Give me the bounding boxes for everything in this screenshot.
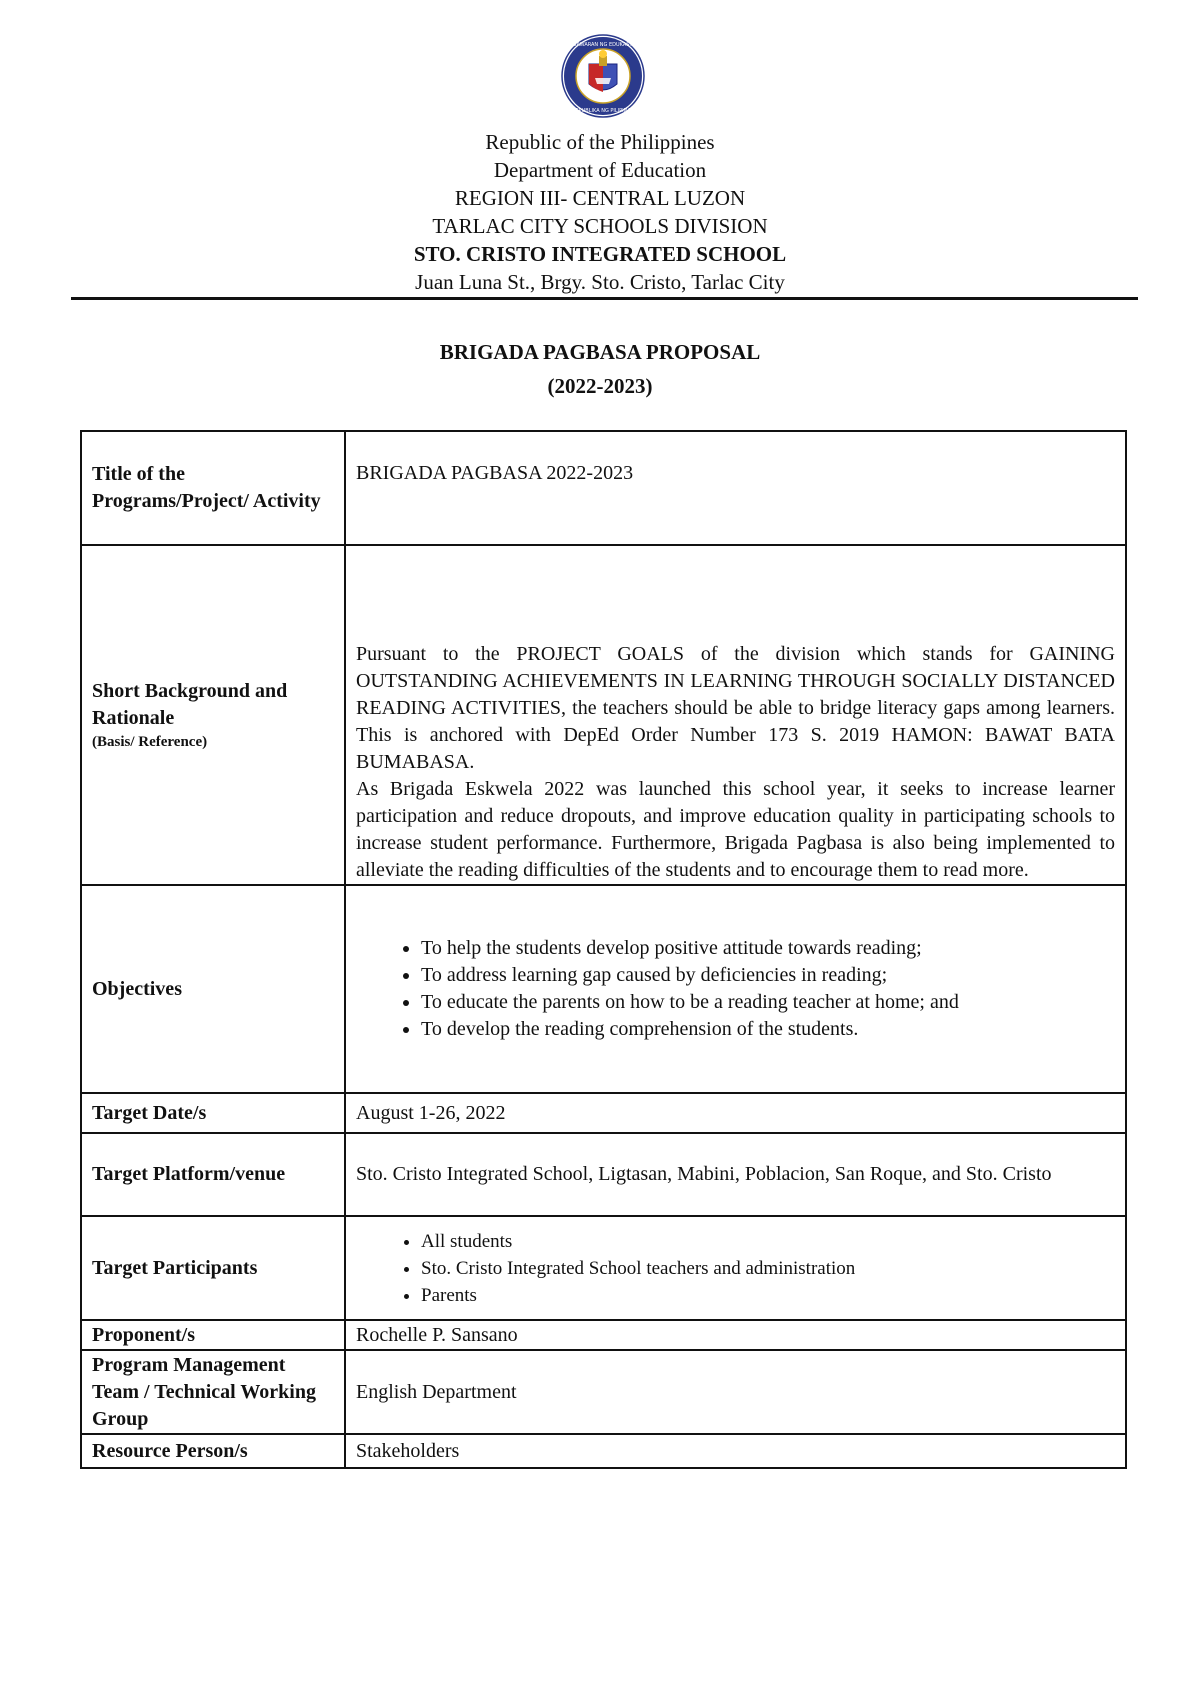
list-item: • To address learning gap caused by deficiencies in reading;: [421, 962, 1115, 989]
header-division: TARLAC CITY SCHOOLS DIVISION: [432, 214, 768, 238]
list-item: • To develop the reading comprehension of the students.: [421, 1016, 1115, 1043]
label-resource: Resource Person/s: [81, 1434, 345, 1468]
background-paragraph-2: As Brigada Eskwela 2022 was launched this school year, it seeks to increase learner participation and reduce dropouts, and improve education quality in participating schools to increase student performance. Furthermore, Brigada Pagbasa is also being implemented to alleviate the reading difficulties of the students and to encourage them to read more.: [356, 778, 1115, 881]
label-title: Title of the Programs/Project/ Activity: [81, 431, 345, 545]
value-team: English Department: [345, 1350, 1126, 1434]
deped-seal-logo: [561, 34, 645, 118]
header-republic: Republic of the Philippines: [485, 130, 715, 154]
value-proponent: Rochelle P. Sansano: [345, 1320, 1126, 1350]
label-participants: Target Participants: [81, 1216, 345, 1320]
value-title-text: BRIGADA PAGBASA 2022-2023: [356, 462, 634, 484]
header-department: Department of Education: [493, 158, 707, 182]
header-region: REGION III- CENTRAL LUZON: [454, 186, 746, 210]
label-background-text: Short Background and Rationale: [92, 680, 288, 729]
document-years: (2022-2023): [547, 374, 653, 398]
value-objectives: [345, 885, 1126, 1093]
document-title: [0, 335, 1200, 403]
table-row-team: [81, 1350, 1126, 1434]
label-team: Program Management Team / Technical Working Group: [81, 1350, 345, 1434]
list-item: • Sto. Cristo Integrated School teachers and administration: [421, 1255, 1115, 1282]
table-row-proponent: [81, 1320, 1126, 1350]
header-address: Juan Luna St., Brgy. Sto. Cristo, Tarlac City: [415, 270, 785, 294]
participants-list: [356, 1228, 1115, 1309]
value-background: [345, 545, 1126, 885]
table-row-participants: [81, 1216, 1126, 1320]
label-platform: Target Platform/venue: [81, 1133, 345, 1216]
letterhead: [0, 128, 1200, 296]
svg-text:KAGAWARAN NG EDUKASYON: KAGAWARAN NG EDUKASYON: [566, 42, 640, 48]
svg-text:REPUBLIKA NG PILIPINAS: REPUBLIKA NG PILIPINAS: [572, 108, 634, 114]
objectives-list: [356, 935, 1115, 1043]
document-title-text: BRIGADA PAGBASA PROPOSAL: [439, 340, 761, 364]
proposal-table: [80, 430, 1127, 1469]
value-title: [345, 431, 1126, 545]
value-platform: Sto. Cristo Integrated School, Ligtasan, Mabini, Poblacion, San Roque, and Sto. Cristo: [345, 1133, 1126, 1216]
value-participants: [345, 1216, 1126, 1320]
label-target-date: Target Date/s: [81, 1093, 345, 1133]
table-row-platform: [81, 1133, 1126, 1216]
label-background: [81, 545, 345, 885]
list-item: • To educate the parents on how to be a reading teacher at home; and: [421, 989, 1115, 1016]
background-paragraph-1: Pursuant to the PROJECT GOALS of the division which stands for GAINING OUTSTANDING ACHIEVEMENTS IN LEARNING THROUGH SOCIALLY DISTANCED READING ACTIVITIES, the teachers should be able to bridge literacy gaps among learners. This is anchored with DepEd Order Number 173 S. 2019 HAMON: BAWAT BATA BUMABASA.: [356, 643, 1115, 773]
value-resource: Stakeholders: [345, 1434, 1126, 1468]
label-background-sublabel: (Basis/ Reference): [92, 734, 208, 750]
value-target-date: August 1-26, 2022: [345, 1093, 1126, 1133]
label-proponent: Proponent/s: [81, 1320, 345, 1350]
label-objectives: Objectives: [81, 885, 345, 1093]
table-row-title: [81, 431, 1126, 545]
header-divider: [71, 297, 1138, 300]
list-item: • To help the students develop positive attitude towards reading;: [421, 935, 1115, 962]
list-item: • Parents: [421, 1282, 1115, 1309]
header-school-name: STO. CRISTO INTEGRATED SCHOOL: [413, 242, 787, 266]
table-row-resource: [81, 1434, 1126, 1468]
table-row-objectives: [81, 885, 1126, 1093]
table-row-target-date: [81, 1093, 1126, 1133]
list-item: • All students: [421, 1228, 1115, 1255]
table-row-background: [81, 545, 1126, 885]
